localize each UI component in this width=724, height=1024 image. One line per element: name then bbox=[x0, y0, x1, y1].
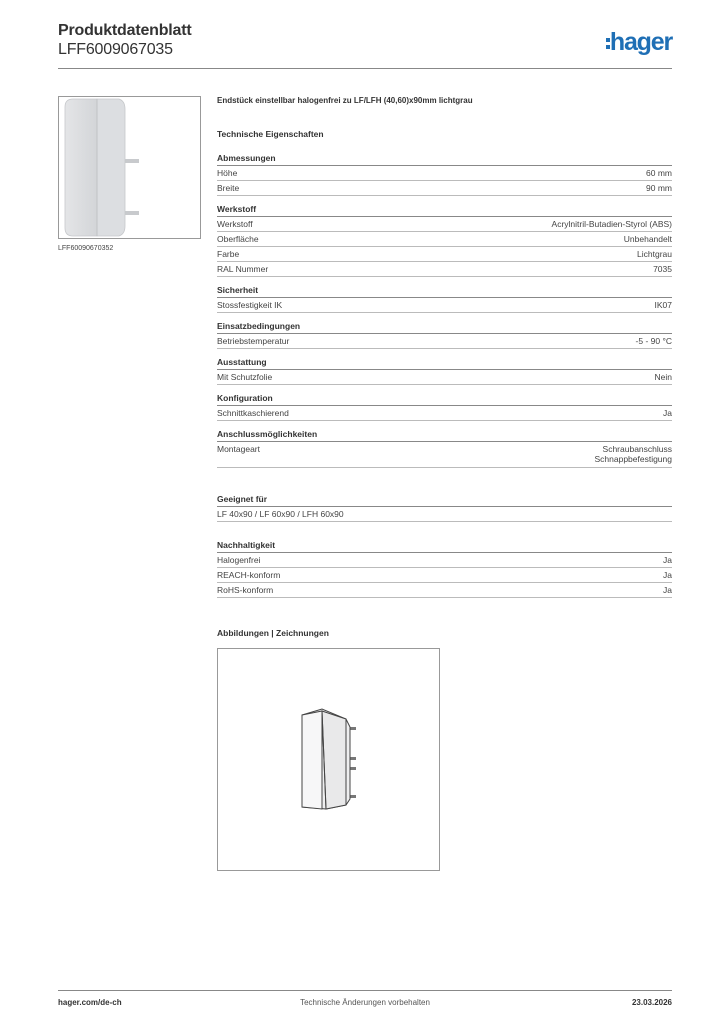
specs-content bbox=[217, 96, 672, 598]
header-divider bbox=[58, 68, 672, 69]
spec-row bbox=[217, 370, 672, 385]
spec-label: RAL Nummer bbox=[217, 264, 269, 274]
end-cap-drawing-icon bbox=[218, 649, 439, 870]
spec-row bbox=[217, 583, 672, 598]
drawings-title: Abbildungen | Zeichnungen bbox=[217, 628, 329, 638]
group-title: Abmessungen bbox=[217, 153, 672, 166]
spec-label: Mit Schutzfolie bbox=[217, 372, 273, 382]
spec-row bbox=[217, 232, 672, 247]
spec-row bbox=[217, 247, 672, 262]
spec-label: Oberfläche bbox=[217, 234, 259, 244]
spec-label: Halogenfrei bbox=[217, 555, 261, 565]
spec-label: Stossfestigkeit IK bbox=[217, 300, 283, 310]
spec-group-material bbox=[217, 204, 672, 277]
group-title: Geeignet für bbox=[217, 494, 672, 507]
spec-value: Lichtgrau bbox=[637, 249, 672, 259]
spec-row bbox=[217, 166, 672, 181]
product-thumbnail bbox=[58, 96, 201, 239]
footer-date: 23.03.2026 bbox=[631, 998, 672, 1007]
spec-value: Ja bbox=[663, 408, 672, 418]
spec-value: Ja bbox=[663, 585, 672, 595]
spec-value: Ja bbox=[663, 555, 672, 565]
spec-label: Montageart bbox=[217, 444, 260, 454]
spec-row bbox=[217, 298, 672, 313]
spec-row bbox=[217, 217, 672, 232]
spec-group-safety bbox=[217, 285, 672, 313]
spec-value: Unbehandelt bbox=[623, 234, 672, 244]
spec-row bbox=[217, 568, 672, 583]
spec-value bbox=[594, 444, 672, 464]
group-title: Konfiguration bbox=[217, 393, 672, 406]
spec-value: Acrylnitril-Butadien-Styrol (ABS) bbox=[551, 219, 672, 229]
footer-disclaimer: Technische Änderungen vorbehalten bbox=[300, 998, 430, 1007]
spec-value-line: Schraubanschluss bbox=[602, 444, 672, 454]
article-number: LFF6009067035 bbox=[58, 41, 173, 58]
hager-logo bbox=[606, 28, 672, 57]
group-title: Sicherheit bbox=[217, 285, 672, 298]
spec-label: Werkstoff bbox=[217, 219, 253, 229]
spec-group-suitable bbox=[217, 494, 672, 522]
spec-value-line: Schnappbefestigung bbox=[594, 454, 672, 464]
logo-text: hager bbox=[609, 28, 672, 56]
spec-group-connection bbox=[217, 429, 672, 468]
spec-label: RoHS-konform bbox=[217, 585, 274, 595]
spec-value: 60 mm bbox=[646, 168, 672, 178]
document-header bbox=[58, 22, 672, 66]
spec-label: Farbe bbox=[217, 249, 240, 259]
spec-group-dimensions bbox=[217, 153, 672, 196]
group-title: Nachhaltigkeit bbox=[217, 540, 672, 553]
footer-divider bbox=[58, 990, 672, 991]
spec-group-equipment bbox=[217, 357, 672, 385]
spec-row bbox=[217, 262, 672, 277]
group-title: Ausstattung bbox=[217, 357, 672, 370]
spec-value: Ja bbox=[663, 570, 672, 580]
spec-row bbox=[217, 181, 672, 196]
spec-value: Nein bbox=[654, 372, 672, 382]
group-title: Werkstoff bbox=[217, 204, 672, 217]
spec-row bbox=[217, 442, 672, 468]
product-drawing bbox=[217, 648, 440, 871]
spec-row bbox=[217, 553, 672, 568]
end-cap-image-icon bbox=[59, 97, 200, 238]
spec-value: IK07 bbox=[654, 300, 672, 310]
spec-label: Höhe bbox=[217, 168, 238, 178]
spec-row bbox=[217, 406, 672, 421]
spec-label: Betriebstemperatur bbox=[217, 336, 290, 346]
spec-label: Breite bbox=[217, 183, 240, 193]
spec-group-sustainability bbox=[217, 540, 672, 598]
spec-label: REACH-konform bbox=[217, 570, 281, 580]
thumbnail-caption: LFF60090670352 bbox=[58, 245, 114, 252]
group-title: Anschlussmöglichkeiten bbox=[217, 429, 672, 442]
spec-label: Schnittkaschierend bbox=[217, 408, 289, 418]
product-title: Endstück einstellbar halogenfrei zu LF/LFH (40,60)x90mm lichtgrau bbox=[217, 96, 473, 105]
footer-website-link[interactable]: hager.com/de-ch bbox=[58, 998, 122, 1007]
document-title: Produktdatenblatt bbox=[58, 22, 192, 39]
group-title: Einsatzbedingungen bbox=[217, 321, 672, 334]
spec-value: 90 mm bbox=[646, 183, 672, 193]
spec-value: -5 - 90 °C bbox=[635, 336, 672, 346]
spec-group-conditions bbox=[217, 321, 672, 349]
spec-group-configuration bbox=[217, 393, 672, 421]
suitable-text: LF 40x90 / LF 60x90 / LFH 60x90 bbox=[217, 507, 672, 522]
section-title-technical: Technische Eigenschaften bbox=[217, 129, 324, 139]
spec-row bbox=[217, 334, 672, 349]
spec-value: 7035 bbox=[653, 264, 672, 274]
